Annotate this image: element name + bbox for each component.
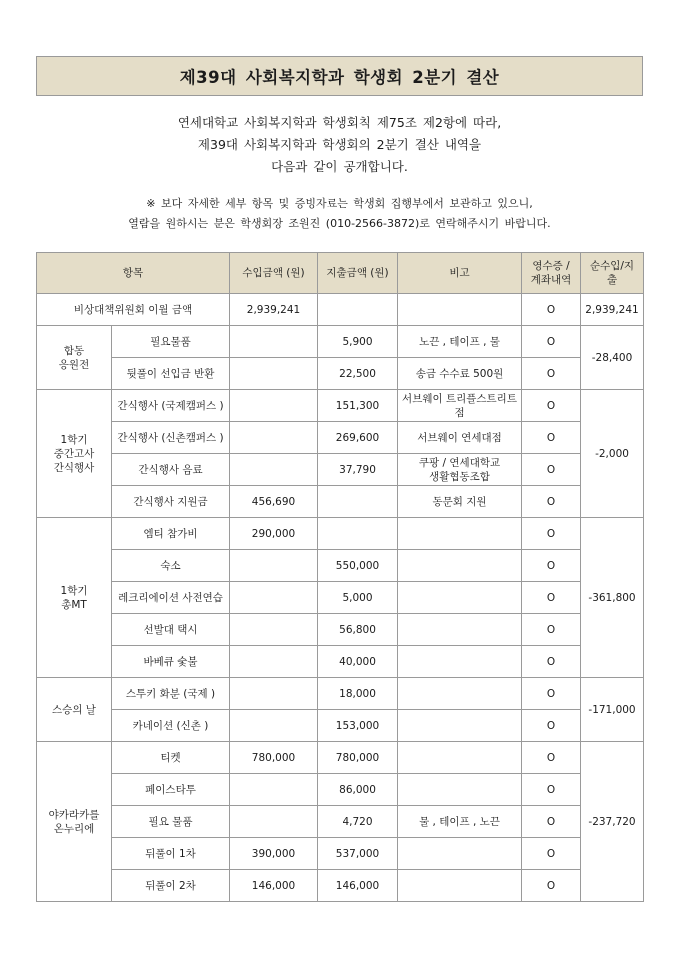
- cell-item: 바베큐 숯불: [112, 646, 230, 678]
- table-body: [37, 294, 644, 902]
- cell-net: 2,939,241: [581, 294, 644, 326]
- cell-receipt: O: [522, 550, 581, 582]
- cell-category-line3: 간식행사: [53, 461, 95, 474]
- cell-receipt: O: [522, 806, 581, 838]
- cell-item: 숙소: [112, 550, 230, 582]
- cell-item: 티켓: [112, 742, 230, 774]
- table-row: [37, 454, 644, 486]
- cell-note: [398, 838, 522, 870]
- cell-expense: 86,000: [318, 774, 398, 806]
- cell-category-line1: 합동: [63, 344, 85, 357]
- cell-net: -2,000: [581, 390, 644, 518]
- cell-expense: 780,000: [318, 742, 398, 774]
- table-row: [37, 422, 644, 454]
- table-row: [37, 390, 644, 422]
- cell-note: 송금 수수료 500원: [398, 358, 522, 390]
- table-row: [37, 870, 644, 902]
- cell-category-line2: 중간고사: [53, 447, 95, 460]
- cell-receipt: O: [522, 486, 581, 518]
- cell-note: [398, 294, 522, 326]
- cell-income: 390,000: [230, 838, 318, 870]
- table-row: [37, 710, 644, 742]
- cell-note: 동문회 지원: [398, 486, 522, 518]
- cell-expense: 4,720: [318, 806, 398, 838]
- cell-income: [230, 774, 318, 806]
- cell-income: 780,000: [230, 742, 318, 774]
- column-header-net: 순수입/지출: [581, 253, 644, 294]
- column-header-receipt-line2: 계좌내역: [530, 274, 572, 286]
- cell-expense: 146,000: [318, 870, 398, 902]
- table-row: [37, 294, 644, 326]
- cell-note: [398, 614, 522, 646]
- cell-item: 간식행사 (국제캠퍼스 ): [112, 390, 230, 422]
- column-header-income: 수입금액 (원): [230, 253, 318, 294]
- cell-receipt: O: [522, 518, 581, 550]
- cell-category-line2: 총MT: [61, 598, 87, 611]
- cell-note: [398, 870, 522, 902]
- cell-note: [398, 742, 522, 774]
- cell-net: -361,800: [581, 518, 644, 678]
- cell-expense: 151,300: [318, 390, 398, 422]
- cell-receipt: O: [522, 454, 581, 486]
- cell-item: 엠티 참가비: [112, 518, 230, 550]
- cell-note: [398, 518, 522, 550]
- notice-paragraph: [36, 194, 643, 234]
- table-header-row: [37, 253, 644, 294]
- cell-item: 페이스타투: [112, 774, 230, 806]
- cell-note: [398, 550, 522, 582]
- intro-line-1: 연세대학교 사회복지학과 학생회칙 제75조 제2항에 따라,: [177, 115, 502, 130]
- cell-category: [37, 390, 112, 518]
- cell-income: [230, 646, 318, 678]
- cell-receipt: O: [522, 774, 581, 806]
- cell-category: 스승의 날: [37, 678, 112, 742]
- cell-income: [230, 390, 318, 422]
- cell-item: 필요 물품: [112, 806, 230, 838]
- intro-paragraph: [36, 112, 643, 178]
- cell-item: 카네이션 (신촌 ): [112, 710, 230, 742]
- cell-expense: 153,000: [318, 710, 398, 742]
- cell-receipt: O: [522, 582, 581, 614]
- cell-income: [230, 326, 318, 358]
- cell-receipt: O: [522, 742, 581, 774]
- cell-income: [230, 550, 318, 582]
- cell-item: 레크리에이션 사전연습: [112, 582, 230, 614]
- cell-income: [230, 678, 318, 710]
- cell-note: [398, 678, 522, 710]
- cell-expense: [318, 294, 398, 326]
- notice-line-1: ※ 보다 자세한 세부 항목 및 증빙자료는 학생회 집행부에서 보관하고 있으니,: [146, 197, 533, 210]
- cell-item: 비상대책위원회 이월 금액: [37, 294, 230, 326]
- cell-income: 2,939,241: [230, 294, 318, 326]
- cell-category-line1: 야카라카를: [48, 808, 100, 821]
- table-row: [37, 582, 644, 614]
- cell-note: [398, 646, 522, 678]
- cell-note: 서브웨이 연세대점: [398, 422, 522, 454]
- intro-line-3: 다음과 같이 공개합니다.: [271, 159, 408, 174]
- page-title: 제39대 사회복지학과 학생회 2분기 결산: [179, 68, 500, 87]
- cell-category: [37, 326, 112, 390]
- table-header: [37, 253, 644, 294]
- cell-expense: 550,000: [318, 550, 398, 582]
- column-header-expense: 지출금액 (원): [318, 253, 398, 294]
- cell-receipt: O: [522, 710, 581, 742]
- cell-item: 뒤풀이 2차: [112, 870, 230, 902]
- table-row: [37, 742, 644, 774]
- cell-item: 간식행사 (신촌캠퍼스 ): [112, 422, 230, 454]
- table-row: [37, 358, 644, 390]
- cell-note: 서브웨이 트리플스트리트점: [398, 390, 522, 422]
- notice-line-2: 열람을 원하시는 분은 학생회장 조원진 (010-2566-3872)로 연락해주시기 바랍니다.: [128, 217, 551, 230]
- cell-item: 간식행사 지원금: [112, 486, 230, 518]
- cell-income: [230, 358, 318, 390]
- cell-net: -237,720: [581, 742, 644, 902]
- column-header-receipt: [522, 253, 581, 294]
- cell-note-line2: 생활협동조합: [429, 470, 490, 483]
- cell-receipt: O: [522, 678, 581, 710]
- cell-net: -171,000: [581, 678, 644, 742]
- cell-expense: 37,790: [318, 454, 398, 486]
- cell-category-line2: 응원전: [58, 358, 90, 371]
- column-header-receipt-line1: 영수증 /: [532, 260, 570, 272]
- document-title-bar: [36, 56, 643, 96]
- cell-expense: 537,000: [318, 838, 398, 870]
- cell-receipt: O: [522, 358, 581, 390]
- cell-expense: 5,900: [318, 326, 398, 358]
- intro-line-2: 제39대 사회복지학과 학생회의 2분기 결산 내역을: [197, 137, 482, 152]
- cell-item: 뒤풀이 1차: [112, 838, 230, 870]
- cell-receipt: O: [522, 422, 581, 454]
- column-header-note: 비고: [398, 253, 522, 294]
- cell-item: 필요물품: [112, 326, 230, 358]
- cell-note-line1: 쿠팡 / 연세대학교: [418, 456, 501, 469]
- cell-expense: [318, 486, 398, 518]
- table-row: [37, 774, 644, 806]
- cell-expense: 22,500: [318, 358, 398, 390]
- table-row: [37, 838, 644, 870]
- cell-expense: 56,800: [318, 614, 398, 646]
- cell-receipt: O: [522, 614, 581, 646]
- cell-category: [37, 742, 112, 902]
- cell-note: [398, 454, 522, 486]
- cell-expense: 18,000: [318, 678, 398, 710]
- cell-receipt: O: [522, 646, 581, 678]
- cell-net: -28,400: [581, 326, 644, 390]
- cell-item: 뒷풀이 선입금 반환: [112, 358, 230, 390]
- cell-receipt: O: [522, 838, 581, 870]
- cell-category-line1: 1학기: [60, 584, 88, 597]
- cell-item: 선발대 택시: [112, 614, 230, 646]
- table-row: [37, 646, 644, 678]
- cell-category: [37, 518, 112, 678]
- cell-income: 456,690: [230, 486, 318, 518]
- cell-income: [230, 582, 318, 614]
- cell-expense: [318, 518, 398, 550]
- cell-note: 노끈 , 테이프 , 물: [398, 326, 522, 358]
- table-row: [37, 486, 644, 518]
- table-row: [37, 326, 644, 358]
- cell-category-line1: 1학기: [60, 433, 88, 446]
- cell-receipt: O: [522, 870, 581, 902]
- cell-expense: 5,000: [318, 582, 398, 614]
- cell-income: 290,000: [230, 518, 318, 550]
- cell-receipt: O: [522, 326, 581, 358]
- cell-category-line2: 온누리에: [53, 822, 95, 835]
- cell-receipt: O: [522, 294, 581, 326]
- cell-note: [398, 710, 522, 742]
- cell-note: [398, 774, 522, 806]
- cell-income: 146,000: [230, 870, 318, 902]
- table-row: [37, 806, 644, 838]
- cell-receipt: O: [522, 390, 581, 422]
- cell-expense: 269,600: [318, 422, 398, 454]
- cell-note: 물 , 테이프 , 노끈: [398, 806, 522, 838]
- cell-expense: 40,000: [318, 646, 398, 678]
- table-row: [37, 678, 644, 710]
- table-row: [37, 614, 644, 646]
- cell-income: [230, 614, 318, 646]
- column-header-item: 항목: [37, 253, 230, 294]
- cell-note: [398, 582, 522, 614]
- cell-income: [230, 806, 318, 838]
- cell-income: [230, 422, 318, 454]
- cell-item: 간식행사 음료: [112, 454, 230, 486]
- table-row: [37, 550, 644, 582]
- cell-item: 스투키 화분 (국제 ): [112, 678, 230, 710]
- cell-income: [230, 454, 318, 486]
- cell-income: [230, 710, 318, 742]
- settlement-table: [36, 252, 644, 902]
- table-row: [37, 518, 644, 550]
